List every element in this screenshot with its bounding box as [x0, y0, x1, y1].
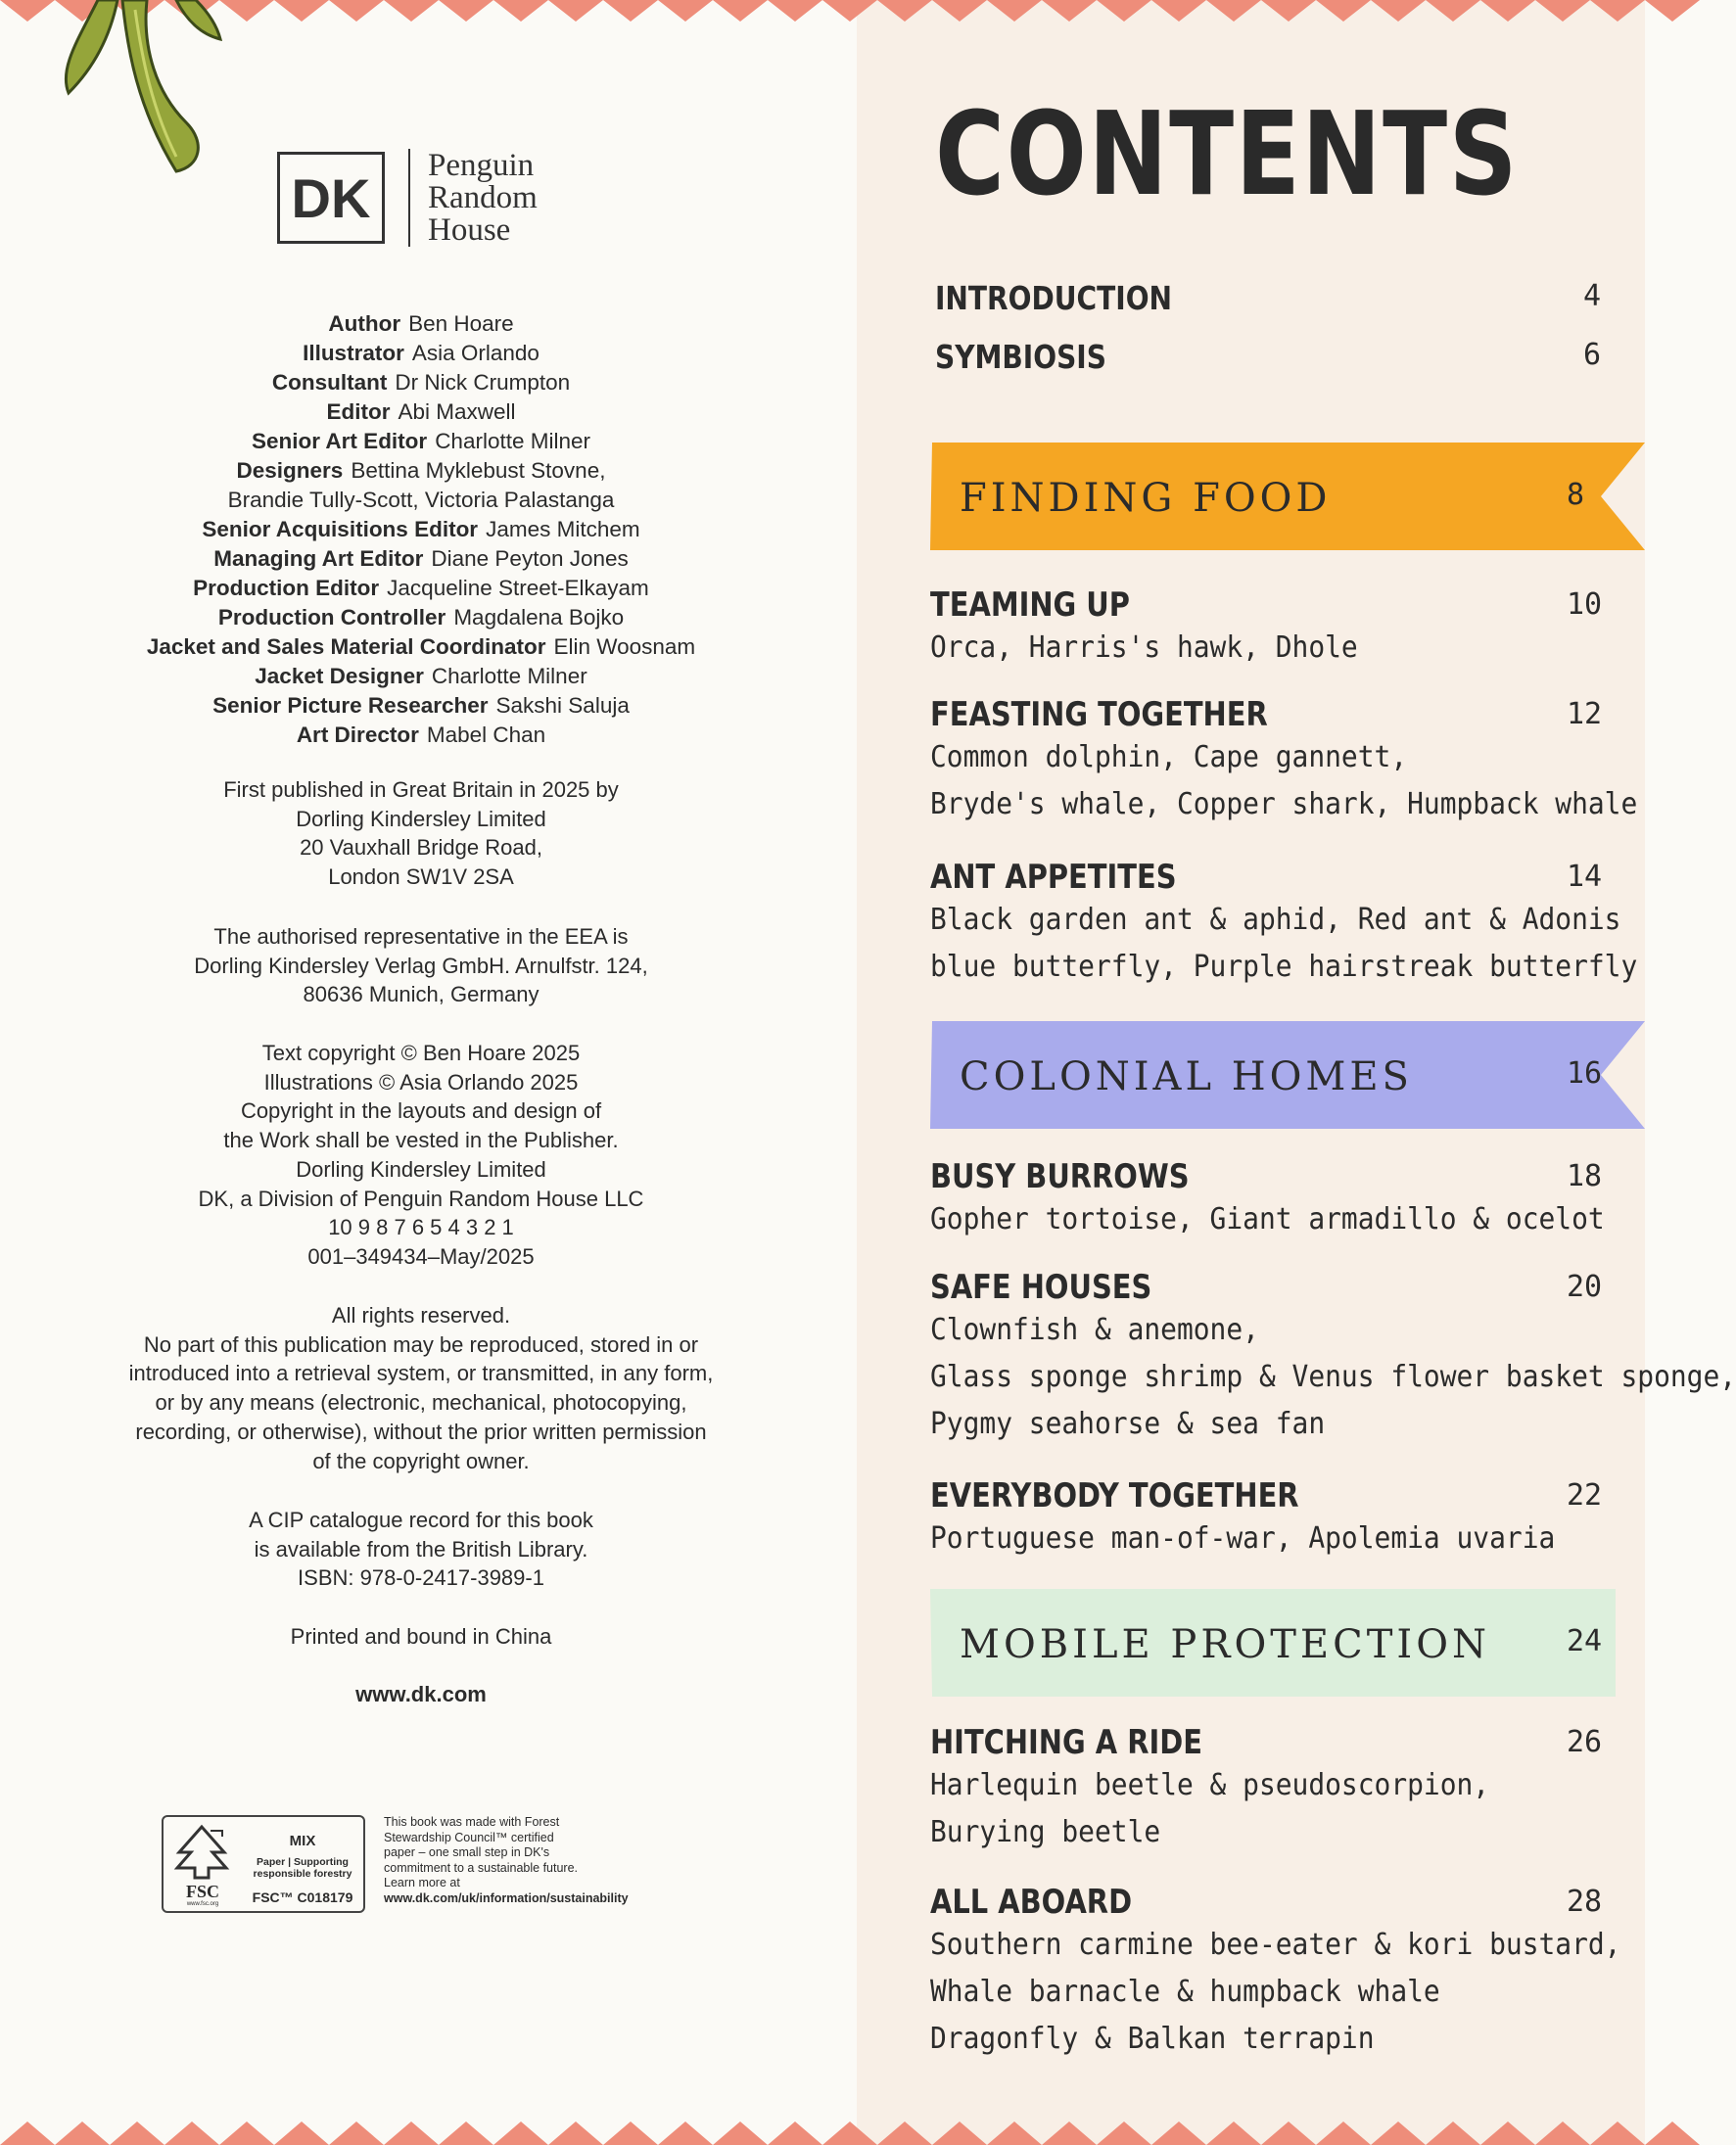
toc-entry-species: Harlequin beetle & pseudoscorpion,: [930, 1768, 1490, 1802]
toc-entry-species: Orca, Harris's hawk, Dhole: [930, 630, 1358, 665]
toc-entry-title: HITCHING A RIDE: [930, 1723, 1202, 1762]
toc-entry-species: Burying beetle: [930, 1815, 1161, 1849]
toc-entry-page: 18: [1567, 1159, 1603, 1193]
section-page: 8: [1567, 478, 1585, 512]
fsc-mix-label: MIX: [289, 1833, 316, 1849]
eea-line: 80636 Munich, Germany: [303, 982, 540, 1007]
toc-entry-species: blue butterfly, Purple hairstreak butterfly: [930, 950, 1638, 984]
fsc-note: [384, 1815, 707, 1906]
copyright-line: Illustrations © Asia Orlando 2025: [263, 1069, 579, 1095]
credit-line: [59, 632, 783, 662]
toc-entry[interactable]: [930, 1157, 1635, 1243]
section-banner-colonial-homes[interactable]: [930, 1021, 1645, 1129]
cip-record: [59, 1506, 783, 1593]
credit-name: Elin Woosnam: [553, 634, 696, 659]
credit-name: Jacqueline Street-Elkayam: [387, 576, 649, 600]
fsc-logo-text: FSC: [185, 1882, 219, 1901]
copyright-line: DK, a Division of Penguin Random House LLC: [198, 1186, 644, 1211]
fsc-paper-label: [244, 1856, 361, 1880]
toc-item-page: 4: [1582, 279, 1601, 313]
toc-entry-page: 12: [1567, 697, 1603, 731]
fsc-paper-line: Paper | Supporting: [257, 1856, 349, 1868]
toc-entry-page: 14: [1567, 860, 1603, 894]
section-page: 24: [1567, 1624, 1603, 1658]
fsc-badge: [162, 1815, 365, 1913]
credit-line: [59, 662, 783, 691]
toc-entry-species: Southern carmine bee-eater & kori bustard,: [930, 1928, 1621, 1962]
fsc-code: FSC™ C018179: [252, 1889, 353, 1905]
printed-in: [59, 1622, 783, 1652]
copyright-line: Text copyright © Ben Hoare 2025: [261, 1041, 581, 1065]
fsc-note-line: Learn more at: [384, 1876, 460, 1889]
published-line: First published in Great Britain in 2025 by: [223, 777, 619, 802]
fsc-note-line: This book was made with Forest: [384, 1815, 560, 1829]
credit-name: Sakshi Saluja: [495, 693, 630, 718]
rights-line: of the copyright owner.: [312, 1448, 530, 1473]
credit-name: Asia Orlando: [411, 341, 540, 365]
toc-entry-title: ALL ABOARD: [930, 1883, 1133, 1922]
credit-line: [59, 603, 783, 632]
logo-text-line: Random: [428, 179, 538, 215]
rights-line: or by any means (electronic, mechanical, photocopying,: [155, 1390, 687, 1416]
credit-role: Illustrator: [303, 341, 404, 365]
copyright-line: Copyright in the layouts and design of: [240, 1098, 602, 1124]
dk-logo: DK: [277, 152, 385, 244]
cip-line: is available from the British Library.: [254, 1536, 588, 1562]
toc-entry-title: ANT APPETITES: [930, 858, 1177, 897]
credit-line: [59, 515, 783, 544]
credits-list: [59, 309, 783, 750]
eea-line: The authorised representative in the EEA is: [213, 924, 629, 949]
credit-role: Jacket Designer: [255, 664, 424, 688]
fsc-logo-url: www.fsc.org: [186, 1901, 219, 1907]
rights-notice: [59, 1301, 783, 1475]
credit-line: [59, 574, 783, 603]
toc-entry[interactable]: [930, 585, 1635, 672]
toc-entry-species: Bryde's whale, Copper shark, Humpback whale: [930, 787, 1638, 821]
rights-line: No part of this publication may be reproduced, stored in or: [143, 1331, 699, 1357]
credit-line: [59, 456, 783, 486]
copyright-line: the Work shall be vested in the Publisher.: [223, 1128, 619, 1153]
toc-entry-species: Pygmy seahorse & sea fan: [930, 1407, 1326, 1441]
eea-line: Dorling Kindersley Verlag GmbH. Arnulfstr. 124,: [194, 953, 648, 978]
published-line: London SW1V 2SA: [328, 864, 514, 890]
toc-entry[interactable]: [930, 1476, 1635, 1562]
toc-item-introduction[interactable]: [935, 279, 1601, 317]
eea-representative: [59, 922, 783, 1009]
credit-name: Charlotte Milner: [431, 664, 587, 688]
copyright-line: 001–349434–May/2025: [307, 1243, 535, 1269]
section-label: COLONIAL HOMES: [960, 1054, 1413, 1099]
toc-entry[interactable]: [930, 1723, 1635, 1856]
logo-text-line: House: [428, 211, 511, 248]
credit-name: Bettina Myklebust Stovne,: [351, 458, 606, 483]
penguin-random-house-logo: [428, 147, 538, 248]
credit-line: [59, 544, 783, 574]
fsc-tree-icon: [171, 1823, 232, 1888]
toc-item-page: 6: [1582, 338, 1601, 372]
toc-item-symbiosis[interactable]: [935, 338, 1601, 376]
cip-line: ISBN: 978-0-2417-3989-1: [298, 1565, 544, 1591]
toc-item-title: SYMBIOSIS: [935, 338, 1106, 376]
copyright-line: Dorling Kindersley Limited: [296, 1156, 546, 1182]
section-banner-mobile-protection[interactable]: [930, 1589, 1645, 1697]
fsc-note-line: paper – one small step in DK's: [384, 1845, 550, 1859]
logo-divider: [408, 149, 410, 247]
publication-info: [59, 775, 783, 892]
credit-name: Brandie Tully-Scott, Victoria Palastanga: [227, 488, 615, 512]
fsc-note-line: Stewardship Council™ certified: [384, 1830, 554, 1844]
toc-entry-page: 22: [1567, 1478, 1603, 1513]
leaf-illustration: [39, 0, 235, 196]
copyright-info: [59, 1039, 783, 1272]
top-zigzag-border: [0, 0, 1645, 29]
toc-entry-species: Clownfish & anemone,: [930, 1313, 1259, 1347]
toc-entry-title: TEAMING UP: [930, 585, 1130, 625]
credit-line: [59, 397, 783, 427]
toc-entry-species: Portuguese man-of-war, Apolemia uvaria: [930, 1521, 1556, 1556]
toc-entry[interactable]: [930, 1268, 1736, 1448]
website-link: www.dk.com: [355, 1682, 487, 1706]
contents-title: CONTENTS: [935, 86, 1520, 221]
copyright-line: 10 9 8 7 6 5 4 3 2 1: [328, 1215, 514, 1240]
credit-role: Jacket and Sales Material Coordinator: [146, 634, 546, 659]
fsc-paper-line: responsible forestry: [253, 1868, 352, 1880]
credit-role: Art Director: [296, 723, 419, 747]
toc-entry-page: 20: [1567, 1270, 1603, 1304]
cip-line: A CIP catalogue record for this book: [249, 1508, 593, 1532]
published-line: 20 Vauxhall Bridge Road,: [300, 835, 542, 861]
credit-line: [59, 721, 783, 750]
credit-name: Mabel Chan: [426, 723, 546, 747]
toc-entry-title: SAFE HOUSES: [930, 1268, 1152, 1307]
credit-role: Senior Art Editor: [252, 429, 428, 453]
toc-entry-title: FEASTING TOGETHER: [930, 695, 1268, 734]
credit-name: Dr Nick Crumpton: [395, 370, 571, 395]
toc-entry-species: Gopher tortoise, Giant armadillo & ocelot: [930, 1202, 1605, 1236]
fsc-note-line: commitment to a sustainable future.: [384, 1860, 579, 1875]
credit-role: Editor: [326, 399, 391, 424]
published-line: Dorling Kindersley Limited: [296, 806, 546, 831]
toc-entry-species: Black garden ant & aphid, Red ant & Adonis: [930, 903, 1621, 937]
section-label: FINDING FOOD: [960, 476, 1332, 521]
toc-entry-page: 10: [1567, 587, 1603, 622]
credit-line: [59, 691, 783, 721]
credit-role: Managing Art Editor: [213, 546, 424, 571]
rights-line: introduced into a retrieval system, or transmitted, in any form,: [128, 1361, 714, 1386]
credit-line: [59, 339, 783, 368]
toc-entry-species: Whale barnacle & humpback whale: [930, 1975, 1440, 2009]
rights-line: recording, or otherwise), without the prior written permission: [135, 1419, 707, 1444]
toc-entry-species: Glass sponge shrimp & Venus flower basket sponge,: [930, 1360, 1736, 1394]
logo-text-line: Penguin: [428, 147, 535, 183]
toc-entry-species: Common dolphin, Cape gannett,: [930, 740, 1408, 774]
credit-role: Senior Acquisitions Editor: [202, 517, 479, 541]
credit-line: [59, 368, 783, 397]
credit-line: [59, 486, 783, 515]
credit-name: Charlotte Milner: [435, 429, 590, 453]
toc-entry-title: BUSY BURROWS: [930, 1157, 1190, 1196]
printed-line: Printed and bound in China: [290, 1624, 552, 1649]
credit-name: Diane Peyton Jones: [431, 546, 629, 571]
credit-name: Magdalena Bojko: [453, 605, 625, 630]
credit-name: Abi Maxwell: [398, 399, 516, 424]
toc-entry[interactable]: [930, 1883, 1635, 2063]
credit-role: Author: [328, 311, 401, 336]
credit-role: Production Editor: [193, 576, 380, 600]
toc-entry-species: Dragonfly & Balkan terrapin: [930, 2022, 1375, 2056]
credit-line: [59, 427, 783, 456]
section-page: 16: [1567, 1056, 1603, 1091]
bottom-zigzag-border: [0, 2116, 1645, 2145]
credit-line: [59, 309, 783, 339]
section-label: MOBILE PROTECTION: [960, 1622, 1491, 1667]
credit-name: Ben Hoare: [408, 311, 514, 336]
toc-entry-page: 28: [1567, 1885, 1603, 1919]
toc-entry[interactable]: [930, 858, 1638, 991]
fsc-note-url: www.dk.com/uk/information/sustainability: [384, 1890, 629, 1905]
toc-entry[interactable]: [930, 695, 1638, 828]
section-banner-finding-food[interactable]: [930, 443, 1645, 550]
publisher-logo: [277, 149, 538, 247]
toc-entry-title: EVERYBODY TOGETHER: [930, 1476, 1299, 1515]
toc-item-title: INTRODUCTION: [935, 279, 1173, 317]
credit-role: Designers: [236, 458, 344, 483]
credit-name: James Mitchem: [486, 517, 640, 541]
toc-entry-page: 26: [1567, 1725, 1603, 1759]
credit-role: Production Controller: [217, 605, 446, 630]
credit-role: Consultant: [271, 370, 388, 395]
credit-role: Senior Picture Researcher: [212, 693, 489, 718]
rights-line: All rights reserved.: [331, 1303, 511, 1328]
